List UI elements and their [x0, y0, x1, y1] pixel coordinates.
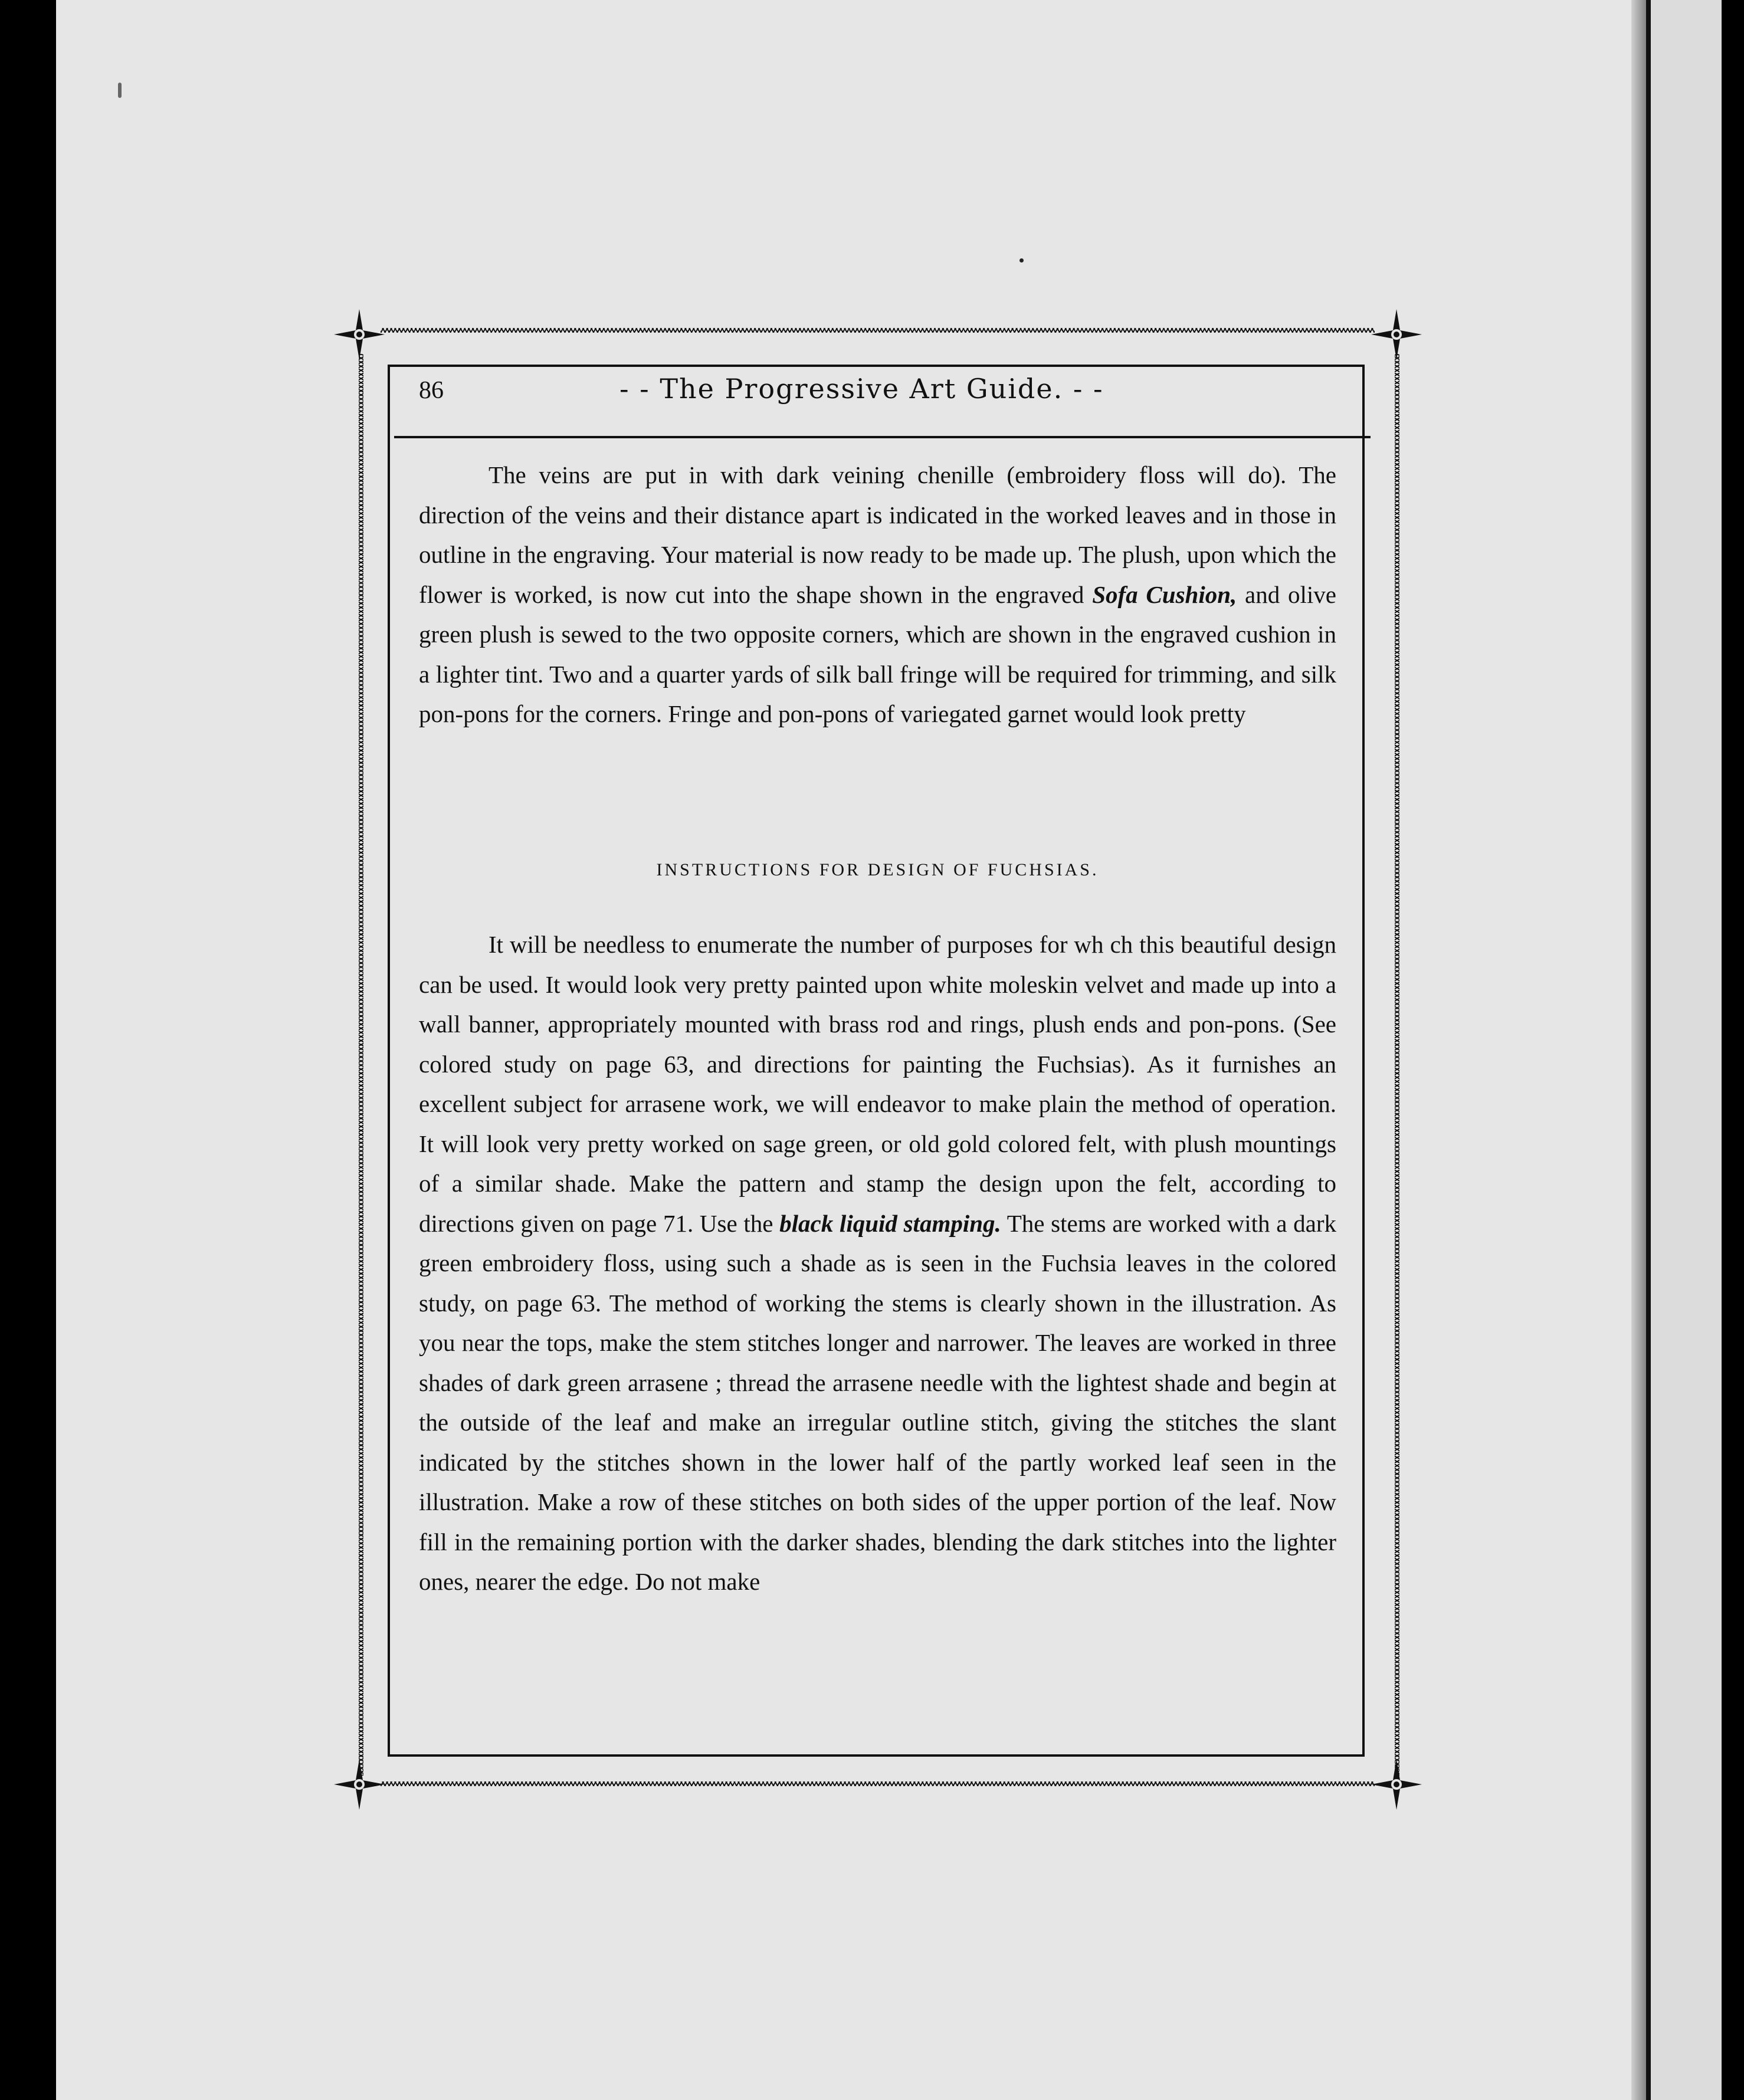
ornament-border-top — [381, 328, 1375, 333]
corner-ornament-icon — [333, 1758, 386, 1811]
paper-speck — [118, 83, 122, 98]
paragraph-text: and olive green plush is sewed to the two opposite corners, which are shown in the engraved cushion in a lighter tint. Two and a quarter yards of silk ball fringe will be required for trimming, and silk pon-pons for the corners. Fringe and pon-pons of variegated garnet would look pretty — [419, 580, 1337, 727]
corner-ornament-icon — [1370, 308, 1423, 361]
page-number: 86 — [419, 377, 444, 404]
ornament-border-left — [359, 354, 363, 1776]
emphasis-text: black liquid stamping. — [779, 1209, 1001, 1237]
header-rule — [394, 436, 1371, 438]
emphasis-text: Sofa Cushion, — [1092, 580, 1237, 608]
ornament-border-right — [1395, 354, 1399, 1776]
paper-speck — [1019, 258, 1024, 262]
body-paragraph-1 — [419, 455, 1336, 734]
paragraph-text: The veins are put in with dark veining chenille (embroidery floss will do). The direction of the veins and their distance apart is indicated in the worked leaves and in those in outline in the engraving. Your material is now ready to be made up. The plush, upon which the flower is worked, is now cut into the shape shown in the engraved — [419, 461, 1336, 608]
running-head: - - The Progressive Art Guide. - - — [619, 373, 1104, 405]
body-paragraph-2 — [419, 925, 1336, 1602]
paragraph-text: It will be needless to enumerate the number of purposes for wh ch this beautiful design can be used. It would look very pretty painted upon white moleskin velvet and made up into a wall banner, appropriately mounted with brass rod and rings, plush ends and pon-pons. (See colored study on page 63, and directions for painting the Fuchsias). As it furnishes an excellent subject for arrasene work, we will endeavor to make plain the method of operation. It will look very pretty worked on sage green, or old gold colored felt, with plush mountings of a similar shade. Make the pattern and stamp the design upon the felt, according to directions given on page 71. Use the — [419, 931, 1336, 1237]
section-heading: INSTRUCTIONS FOR DESIGN OF FUCHSIAS. — [656, 860, 1099, 880]
paragraph-text: The stems are worked with a dark green embroidery floss, using such a shade as is seen in the Fuchsia leaves in the colored study, on page 63. The method of working the stems is clearly shown in the illustration. As you near the tops, make the stem stitches longer and narrower. The leaves are worked in three shades of dark green arrasene ; thread the arrasene needle with the lightest shade and begin at the outside of the leaf and make an irregular outline stitch, giving the stitches the slant indicated by the stitches shown in the lower half of the partly worked leaf seen in the illustration. Make a row of these stitches on both sides of the upper portion of the leaf. Now fill in the remaining portion with the darker shades, blending the dark stitches into the lighter ones, nearer the edge. Do not make — [419, 1209, 1336, 1595]
corner-ornament-icon — [1370, 1758, 1423, 1811]
next-page-edge — [1646, 0, 1722, 2100]
corner-ornament-icon — [333, 308, 386, 361]
ornament-border-bottom — [381, 1781, 1375, 1786]
